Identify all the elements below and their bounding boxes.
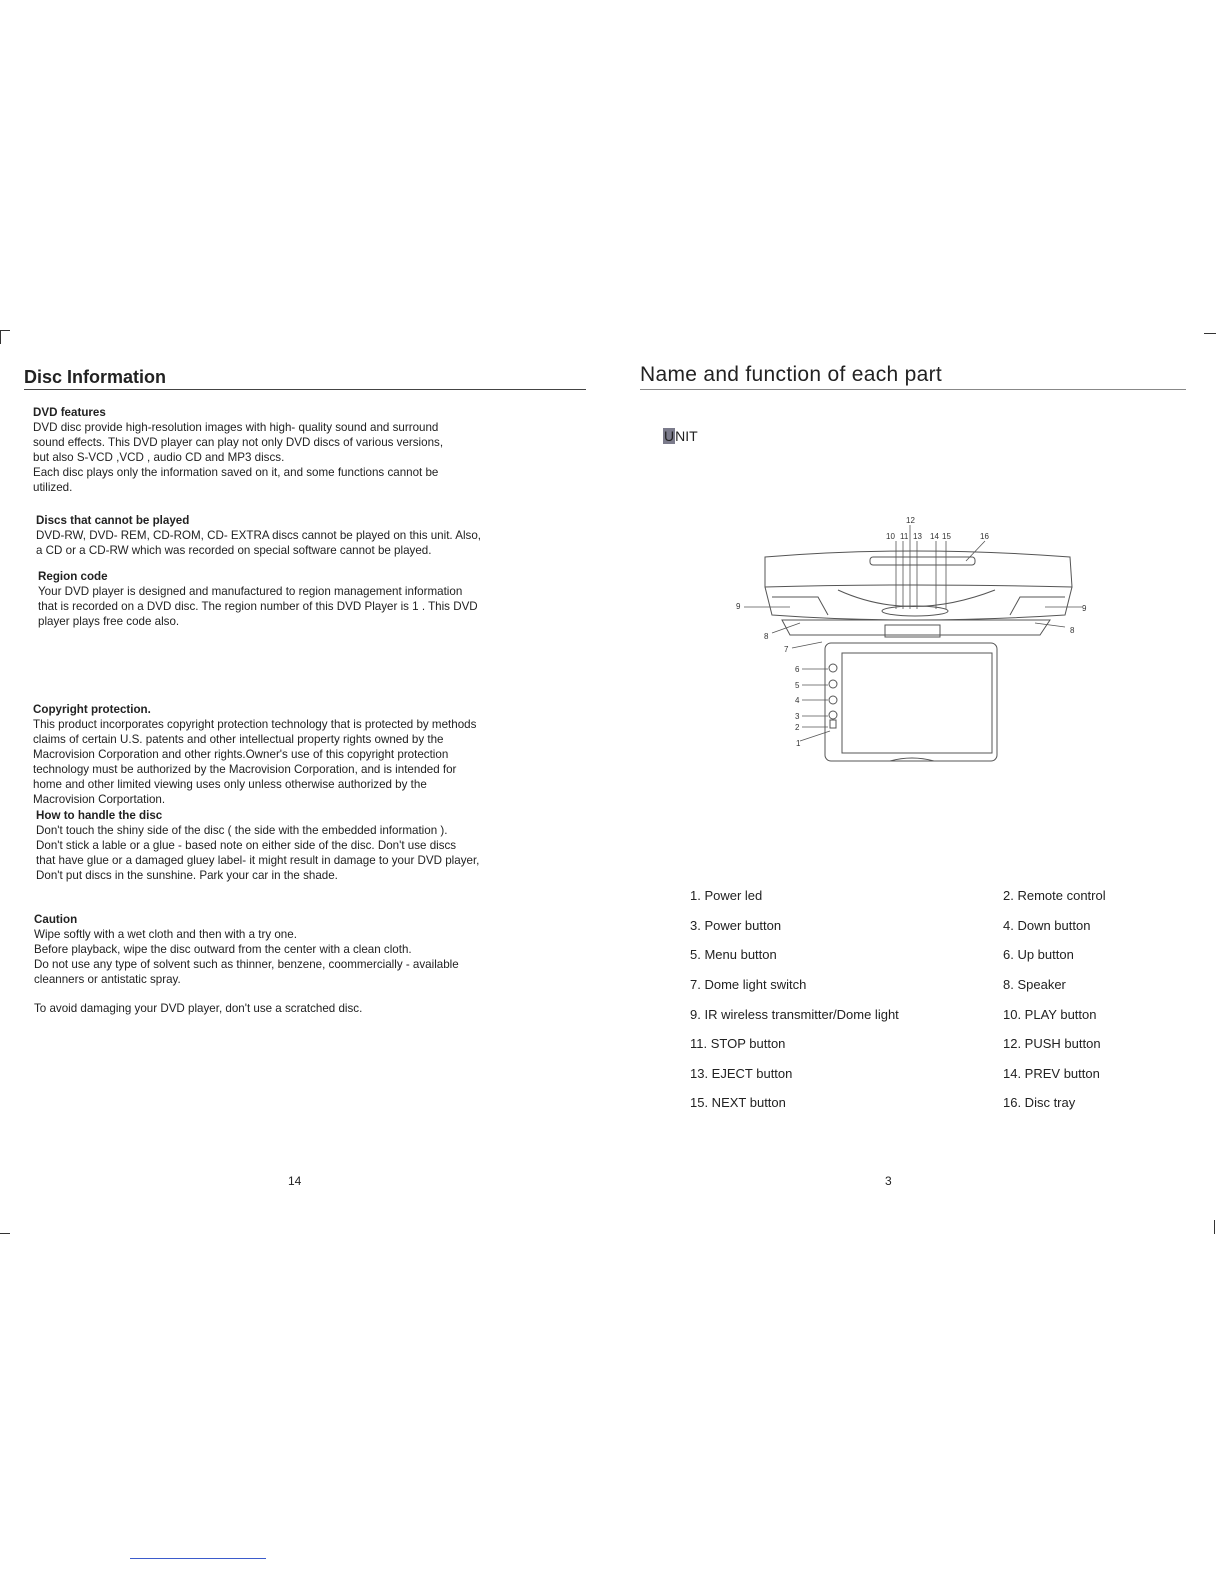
callout-14: 14 xyxy=(930,532,939,541)
text-line: home and other limited viewing uses only unless otherwise authorized by the xyxy=(33,778,427,791)
text-line: To avoid damaging your DVD player, don't use a scratched disc. xyxy=(34,1002,363,1015)
screen-display xyxy=(842,653,992,753)
up-button xyxy=(829,664,837,672)
crop-mark-bottom-right xyxy=(1214,1220,1215,1234)
part-item: 12. PUSH button xyxy=(1003,1036,1101,1051)
part-item: 14. PREV button xyxy=(1003,1066,1100,1081)
right-title-rule xyxy=(640,389,1186,390)
left-page-number: 14 xyxy=(288,1174,302,1188)
menu-button xyxy=(829,680,837,688)
power-button xyxy=(829,711,837,719)
unit-label-rest: NIT xyxy=(675,428,698,444)
unit-label xyxy=(663,428,698,444)
text-line: but also S-VCD ,VCD , audio CD and MP3 discs. xyxy=(33,451,285,464)
part-item: 4. Down button xyxy=(1003,918,1091,933)
bottom-link-underline xyxy=(130,1558,266,1559)
callout-9-right: 9 xyxy=(1082,604,1087,613)
dome-light-left xyxy=(772,597,828,615)
section-scratched-disc xyxy=(34,1001,589,1016)
callout-10: 10 xyxy=(886,532,895,541)
part-item: 13. EJECT button xyxy=(690,1066,793,1081)
right-page-title: Name and function of each part xyxy=(640,363,943,386)
text-line: Before playback, wipe the disc outward from the center with a clean cloth. xyxy=(34,943,412,956)
text-line: This product incorporates copyright protection technology that is protected by methods xyxy=(33,718,477,731)
text-line: DVD-RW, DVD- REM, CD-ROM, CD- EXTRA discs cannot be played on this unit. Also, xyxy=(36,529,481,542)
housing-outline xyxy=(765,551,1072,587)
section-discs-not-played xyxy=(36,513,591,558)
left-page-title: Disc Information xyxy=(24,367,167,387)
text-line: that have glue or a damaged gluey label- it might result in damage to your DVD player, xyxy=(36,854,480,867)
text-line: Macrovision Corportation. xyxy=(33,793,166,806)
text-line: Wipe softly with a wet cloth and then with a try one. xyxy=(34,928,297,941)
callout-16: 16 xyxy=(980,532,989,541)
section-dvd-features xyxy=(33,405,588,495)
text-line: Each disc plays only the information saved on it, and some functions cannot be xyxy=(33,466,439,479)
text-line: Don't put discs in the sunshine. Park your car in the shade. xyxy=(36,869,338,882)
callout-12: 12 xyxy=(906,516,915,525)
text-line: claims of certain U.S. patents and other intellectual property rights owned by the xyxy=(33,733,444,746)
callout-3: 3 xyxy=(795,712,800,721)
callout-2: 2 xyxy=(795,723,800,732)
text-line: Macrovision Corporation and other rights.Owner's use of this copyright protection xyxy=(33,748,449,761)
housing-inner-curve xyxy=(838,590,995,607)
unit-label-highlight: U xyxy=(664,428,675,444)
section-caution xyxy=(34,912,589,987)
text-line: technology must be authorized by the Macrovision Corporation, and is intended for xyxy=(33,763,457,776)
down-button xyxy=(829,696,837,704)
disc-tray-slot xyxy=(870,557,975,565)
text-line: Don't stick a lable or a glue - based note on either side of the disc. Don't use discs xyxy=(36,839,457,852)
section-heading: Copyright protection. xyxy=(33,703,151,716)
dome-light-right xyxy=(1010,597,1065,615)
part-item: 5. Menu button xyxy=(690,947,777,962)
part-item: 7. Dome light switch xyxy=(690,977,807,992)
callout-1: 1 xyxy=(796,739,801,748)
text-line: that is recorded on a DVD disc. The region number of this DVD Player is 1 . This DVD xyxy=(38,600,478,613)
crop-mark-bottom-left xyxy=(0,1233,10,1234)
part-item: 6. Up button xyxy=(1003,947,1074,962)
text-line: Your DVD player is designed and manufactured to region management information xyxy=(38,585,463,598)
callout-7: 7 xyxy=(784,645,789,654)
text-line: player plays free code also. xyxy=(38,615,180,628)
callout-6: 6 xyxy=(795,665,800,674)
text-line: Do not use any type of solvent such as thinner, benzene, coommercially - available xyxy=(34,958,459,971)
housing-lower xyxy=(765,587,1072,620)
callout-5: 5 xyxy=(795,681,800,690)
section-region-code xyxy=(38,569,593,629)
unit-diagram xyxy=(720,505,1110,790)
section-heading: Caution xyxy=(34,913,78,926)
housing-base xyxy=(782,620,1050,635)
callout-15: 15 xyxy=(942,532,951,541)
text-line: DVD disc provide high-resolution images with high- quality sound and surround xyxy=(33,421,439,434)
crop-mark-top-left-v xyxy=(0,330,1,344)
part-item: 1. Power led xyxy=(690,888,763,903)
screen-frame xyxy=(825,643,997,761)
right-page-number: 3 xyxy=(885,1174,892,1188)
callout-8-right: 8 xyxy=(1070,626,1075,635)
callout-13: 13 xyxy=(913,532,922,541)
section-heading: Region code xyxy=(38,570,108,583)
part-item: 3. Power button xyxy=(690,918,782,933)
section-handle-disc xyxy=(36,808,591,883)
control-buttons-panel xyxy=(882,606,948,616)
text-line: a CD or a CD-RW which was recorded on special software cannot be played. xyxy=(36,544,432,557)
callout-4: 4 xyxy=(795,696,800,705)
part-item: 11. STOP button xyxy=(690,1036,786,1051)
text-line: utilized. xyxy=(33,481,73,494)
part-item: 9. IR wireless transmitter/Dome light xyxy=(690,1007,899,1022)
callout-8-left: 8 xyxy=(764,632,769,641)
crop-mark-top-left-h xyxy=(0,330,10,331)
section-heading: How to handle the disc xyxy=(36,809,163,822)
callout-9-left: 9 xyxy=(736,602,741,611)
crop-mark-top-right xyxy=(1204,333,1216,334)
text-line: cleanners or antistatic spray. xyxy=(34,973,181,986)
text-line: Don't touch the shiny side of the disc ( the side with the embedded information ). xyxy=(36,824,448,837)
part-item: 16. Disc tray xyxy=(1003,1095,1076,1110)
section-copyright xyxy=(33,702,588,807)
left-title-rule xyxy=(24,389,586,390)
part-item: 15. NEXT button xyxy=(690,1095,786,1110)
part-item: 10. PLAY button xyxy=(1003,1007,1097,1022)
section-heading: DVD features xyxy=(33,406,106,419)
remote-sensor xyxy=(830,720,836,728)
part-item: 2. Remote control xyxy=(1003,888,1106,903)
callout-11: 11 xyxy=(900,532,909,541)
section-heading: Discs that cannot be played xyxy=(36,514,190,527)
part-item: 8. Speaker xyxy=(1003,977,1066,992)
text-line: sound effects. This DVD player can play not only DVD discs of various versions, xyxy=(33,436,444,449)
